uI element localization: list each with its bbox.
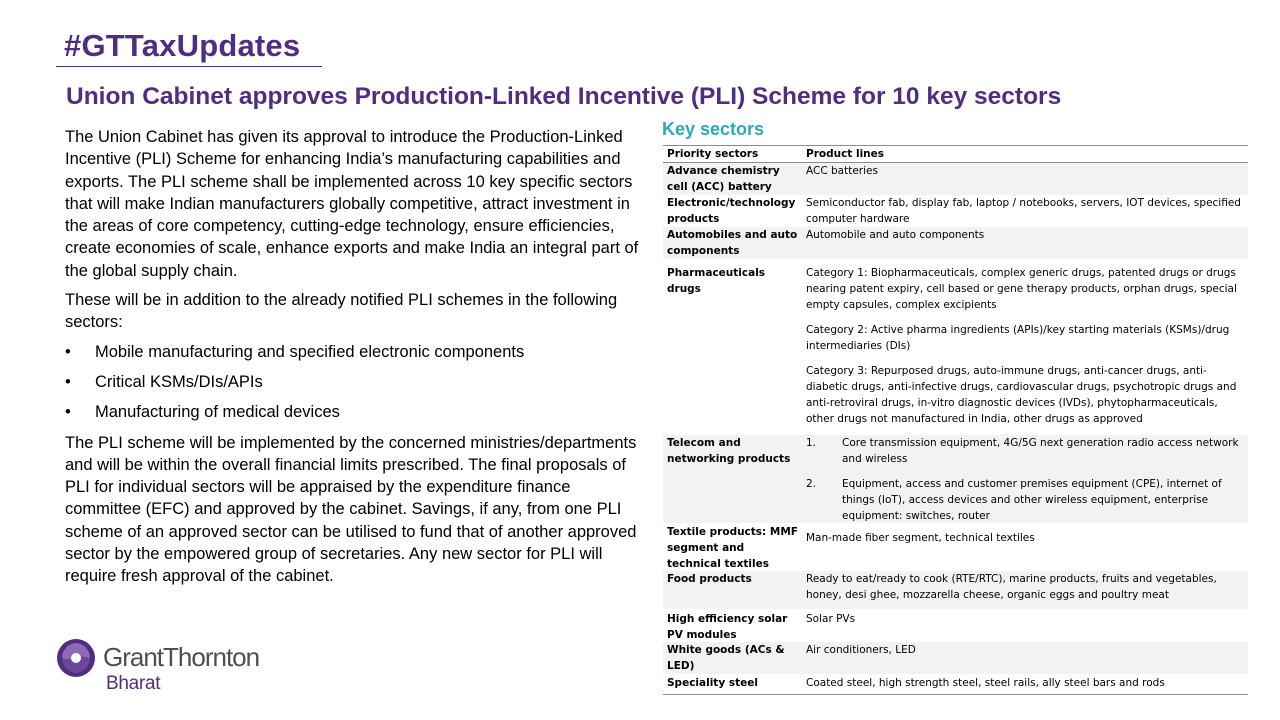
page-title: Union Cabinet approves Production-Linked Incentive (PLI) Scheme for 10 key sectors bbox=[66, 83, 1062, 110]
item-number: 1. bbox=[806, 437, 817, 449]
key-sectors-heading: Key sectors bbox=[662, 119, 765, 139]
product-lines: Air conditioners, LED bbox=[806, 644, 916, 656]
logo-subtitle: Bharat bbox=[106, 673, 161, 694]
grant-thornton-logo-icon bbox=[55, 637, 97, 679]
table-row bbox=[663, 259, 1248, 435]
pharma-category-3: Category 3: Repurposed drugs, auto-immune drugs, anti-cancer drugs, anti-diabetic drugs, anti-infective drugs, cardiovascular drugs, psychotropic drugs and anti-retroviral drugs, in-vitro diagnostic devices (IVDs), phytopharmaceuticals, other drugs not manufactured in India, other drugs as approved bbox=[806, 365, 1237, 425]
list-item: • Mobile manufacturing and specified electronic components bbox=[65, 341, 650, 363]
hashtag-underline bbox=[56, 66, 322, 67]
product-lines: Automobile and auto components bbox=[806, 229, 985, 241]
product-lines: Coated steel, high strength steel, steel rails, ally steel bars and rods bbox=[806, 677, 1165, 689]
list-item: 2. Equipment, access and customer premises equipment (CPE), internet of things (IoT), access devices and other wireless equipment, enterprise equipment: switches, router bbox=[806, 478, 1222, 522]
product-lines: ACC batteries bbox=[806, 165, 878, 177]
logo-name: GrantThornton bbox=[103, 642, 260, 672]
sector-name: Electronic/technology products bbox=[667, 197, 796, 225]
hashtag-title: #GTTaxUpdates bbox=[64, 28, 301, 63]
table-row bbox=[663, 674, 1248, 694]
sector-name: High efficiency solar PV modules bbox=[667, 613, 788, 641]
bullet-icon: • bbox=[65, 372, 71, 391]
product-lines: Man-made fiber segment, technical textiles bbox=[806, 532, 1035, 544]
table-row bbox=[663, 523, 1248, 571]
bullet-icon: • bbox=[65, 403, 71, 422]
sectors-table bbox=[663, 145, 1248, 695]
body-text bbox=[65, 126, 650, 595]
sector-name: Textile products: MMF segment and technical textiles bbox=[667, 526, 798, 570]
product-lines bbox=[802, 265, 1248, 435]
existing-schemes-list bbox=[65, 341, 650, 424]
item-number: 2. bbox=[806, 478, 817, 490]
table-row bbox=[663, 163, 1248, 195]
column-header-sector: Priority sectors bbox=[667, 148, 759, 160]
table-row bbox=[663, 571, 1248, 609]
list-item: • Critical KSMs/DIs/APIs bbox=[65, 371, 650, 393]
product-lines: Ready to eat/ready to cook (RTE/RTC), marine products, fruits and vegetables, honey, desi ghee, mozzarella cheese, organic eggs and poultry meat bbox=[806, 573, 1217, 601]
sector-name: White goods (ACs & LED) bbox=[667, 644, 785, 672]
table-row bbox=[663, 227, 1248, 259]
table-row bbox=[663, 609, 1248, 642]
sector-name: Speciality steel bbox=[667, 677, 758, 689]
list-item: 1. Core transmission equipment, 4G/5G next generation radio access network and wireless bbox=[806, 437, 1239, 465]
sector-name: Telecom and networking products bbox=[667, 437, 791, 465]
sector-name: Food products bbox=[667, 573, 752, 585]
implementation-paragraph: The PLI scheme will be implemented by the concerned ministries/departments and will be within the overall financial limits prescribed. The final proposals of PLI for individual sectors will be appraised by the expenditure finance committee (EFC) and approved by the cabinet. Savings, if any, from one PLI scheme of an approved sector can be utilised to fund that of another approved sector by the empowered group of secretaries. Any new sector for PLI will require fresh approval of the cabinet. bbox=[65, 433, 637, 586]
sector-name: Automobiles and auto components bbox=[667, 229, 798, 257]
sector-name: Advance chemistry cell (ACC) battery bbox=[667, 165, 780, 193]
product-lines: Semiconductor fab, display fab, laptop / notebooks, servers, IOT devices, specified computer hardware bbox=[806, 197, 1241, 225]
bullet-icon: • bbox=[65, 342, 71, 361]
list-item: • Manufacturing of medical devices bbox=[65, 401, 650, 423]
additional-schemes-paragraph: These will be in addition to the already notified PLI schemes in the following sectors: bbox=[65, 291, 618, 332]
table-header-row bbox=[663, 146, 1248, 163]
intro-paragraph: The Union Cabinet has given its approval to introduce the Production-Linked Incentive (PLI) Scheme for enhancing India’s manufacturing capabilities and exports. The PLI scheme shall be implemented across 10 key specific sectors that will make Indian manufacturers globally competitive, attract investment in the areas of core competency, cutting-edge technology, ensure efficiencies, create economies of scale, enhance exports and make India an integral part of the global supply chain. bbox=[65, 128, 639, 280]
grant-thornton-logo bbox=[55, 637, 275, 697]
pharma-category-1: Category 1: Biopharmaceuticals, complex generic drugs, patented drugs or drugs nearing patent expiry, cell based or gene therapy products, orphan drugs, special empty capsules, complex excipients bbox=[806, 267, 1237, 311]
table-row bbox=[663, 435, 1248, 523]
product-lines: Solar PVs bbox=[806, 613, 856, 625]
product-lines bbox=[802, 435, 1248, 523]
pharma-category-2: Category 2: Active pharma ingredients (APIs)/key starting materials (KSMs)/drug intermediaries (DIs) bbox=[806, 324, 1230, 352]
sector-name: Pharmaceuticals drugs bbox=[667, 267, 766, 295]
column-header-products: Product lines bbox=[806, 148, 885, 160]
table-row bbox=[663, 195, 1248, 227]
table-row bbox=[663, 642, 1248, 674]
